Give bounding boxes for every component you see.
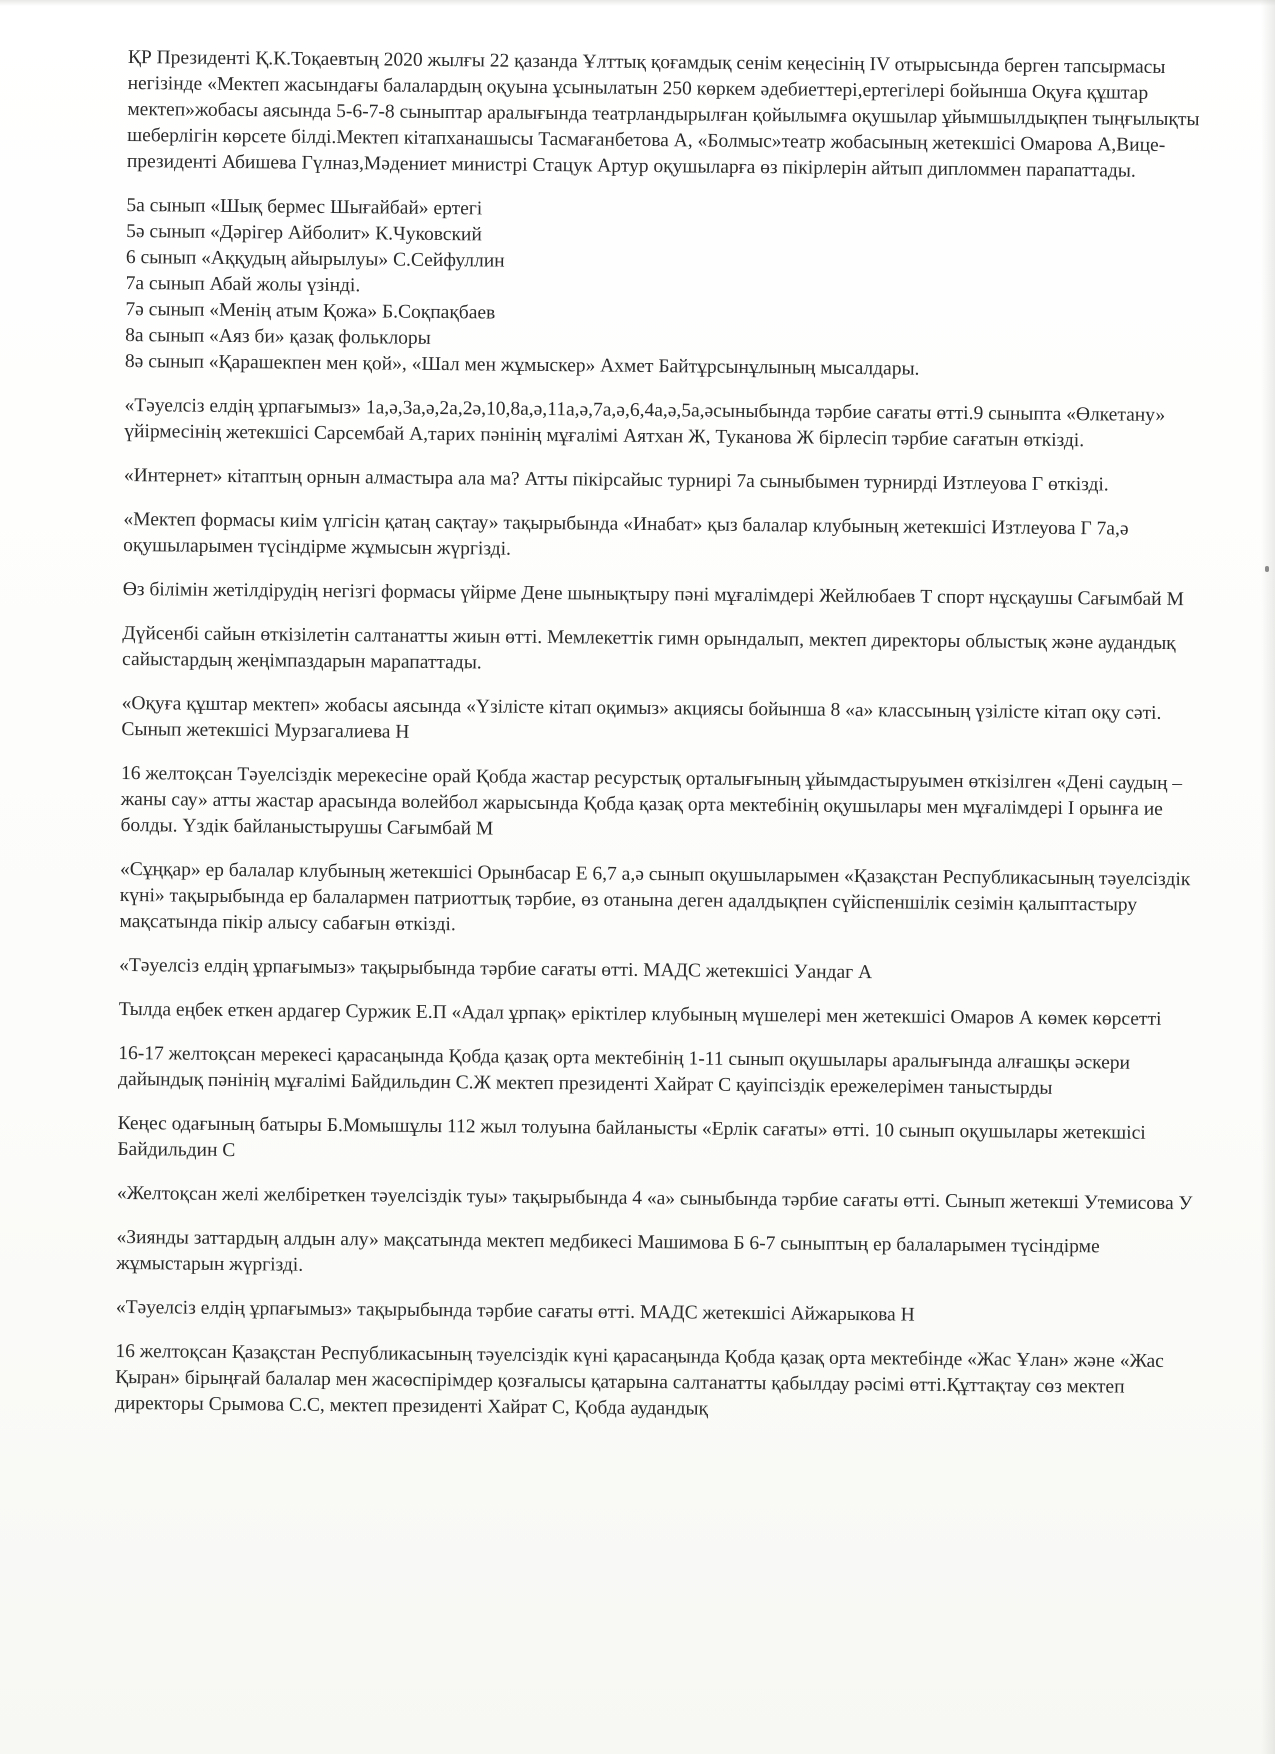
paragraph-zhas-ulan: 16 желтоқсан Қазақстан Республикасының тәуелсіздік күні қарасаңында Қобда қазақ орта мектебінде «Жас Ұлан» және «Жас Қыран» бірыңғай балалар мен жасөспірімдер қозғалысы қатарына салтанатты қабылдау рәсімі өтті.Құттақтау сөз мектеп директоры Срымова С.С, мектеп президенті Хайрат С, Қобда аудандық (114, 1340, 1164, 1420)
intro-paragraph: ҚР Президенті Қ.К.Тоқаевтың 2020 жылғы 22 қазанда Ұлттық қоғамдық сенім кеңесінің IV отырысында берген тапсырмасы негізінде «Мектеп жасындағы балалардың оқуына ұсынылатын 250 көркем әдебиеттері,ертегілері бойынша Оқуға құштар мектеп»жобасы аясында 5-6-7-8 сыныптар аралығында театрландырылған қойылымға оқушылар ұйымшылдықпен тыңғылықты шеберлігін көрсете білді.Мектеп кітапханашысы Тасмағанбетова А, «Болмыс»театр жобасының жетекшісі Омарова А,Вице-президенті Абишева Гүлназ,Мәдениет министрі Стацук Артур оқушыларға өз пікірлерін айтып дипломмен парапаттады. (126, 46, 1200, 182)
scan-shadow-top (0, 0, 1275, 6)
paragraph-sports-club: Өз білімін жетілдірудің негізгі формасы үйірме Дене шынықтыру пәні мұғалімдері Жейлюбаев Т спорт нұсқаушы Сағымбай М (122, 578, 1184, 611)
paragraph-mads-aizharykova: «Тәуелсіз елдің ұрпағымыз» тақырыбында тәрбие сағаты өтті. МАДС жетекшісі Айжарыкова Н (115, 1296, 915, 1326)
list-item: 8ә сынып «Қарашекпен мен қой», «Шал мен жұмыскер» Ахмет Байтұрсынұлының мысалдары. (124, 350, 920, 380)
paragraph-internet-debate: «Интернет» кітаптың орнын алмастыра ала ма? Атты пікірсайыс турнирі 7а сыныбымен турнирді Изтлеуова Г өткізді. (123, 464, 1109, 496)
list-item: 5ә сынып «Дәрігер Айболит» К.Чуковский (126, 220, 482, 246)
paragraph-volleyball: 16 желтоқсан Тәуелсіздік мерекесіне орай Қобда жастар ресурстық орталығының ұйымдастыруымен өткізілген «Дені саудың – жаны сау» атты жастар арасында волейбол жарысында Қобда қазақ орта мектебінің оқушылары мен мұғалімдері I орынға ие болды. Үздік байланыстырушы Сағымбай М (120, 762, 1183, 840)
list-item: 8а сынып «Аяз би» қазақ фольклоры (125, 324, 431, 349)
paragraph-school-uniform: «Мектеп формасы киім үлгісін қатаң сақтау» тақырыбында «Инабат» қыз балалар клубының жетекшісі Изтлеуова Г 7а,ә оқушыларымен түсіндірме жұмысын жүргізді. (123, 508, 1129, 560)
paragraph-reading-break: «Оқуға құштар мектеп» жобасы аясында «Үзілісте кітап оқимыз» акциясы бойынша 8 «а» классының үзілісте кітап оқу сәті. Сынып жетекшісі Мурзагалиева Н (121, 692, 1162, 743)
scan-shadow-right (1261, 0, 1275, 1754)
list-item: 6 сынып «Аққудың айырылуы» С.Сейфуллин (125, 246, 505, 272)
list-item: 7а сынып Абай жолы үзінді. (125, 272, 361, 297)
document-body (115, 45, 1223, 1445)
scan-speck (1265, 566, 1269, 572)
paragraph-mads-uandag: «Тәуелсіз елдің ұрпағымыз» тақырыбында тәрбие сағаты өтті. МАДС жетекшісі Уандаг А (119, 954, 873, 984)
paragraph-independence-generation: «Тәуелсіз елдің ұрпағымыз» 1а,ә,3а,ә,2а,2ә,10,8а,ә,11а,ә,7а,ә,6,4а,ә,5а,әсыныбында тәрбие сағаты өтті.9 сыныпта «Өлкетану» үйірмесінің жетекшісі Сарсембай А,тарих пәнінің мұғалімі Аятхан Ж, Туканова Ж бірлесіп тәрбие сағатын өткізді. (124, 394, 1166, 452)
list-item: 5а сынып «Шық бермес Шығайбай» ертегі (126, 194, 483, 220)
paragraph-december-flag: «Желтоқсан желі желбіреткен тәуелсіздік туы» тақырыбында 4 «а» сыныбында тәрбие сағаты өтті. Сынып жетекші Утемисова У (116, 1182, 1193, 1215)
paragraph-heroism-hour: Кеңес одағының батыры Б.Момышұлы 112 жыл толуына байланысты «Ерлік сағаты» өтті. 10 сынып оқушылары жетекшісі Байдильдин С (117, 1112, 1146, 1162)
paragraph-safety-rules: 16-17 желтоқсан мерекесі қарасаңында Қобда қазақ орта мектебінің 1-11 сынып оқушылары аралығында алғашқы әскери дайындық пәнінің мұғалімі Байдильдин С.Ж мектеп президенті Хайрат С қауіпсіздік ережелерімен таныстырды (117, 1042, 1131, 1099)
list-item: 7ә сынып «Менің атым Қожа» Б.Соқпақбаев (125, 298, 496, 324)
class-performance-list (125, 193, 1222, 386)
paragraph-harmful-substances: «Зиянды заттардың алдын алу» мақсатында мектеп медбикесі Машимова Б 6-7 сыныптың ер балаларымен түсіндірме жұмыстарын жүргізді. (116, 1226, 1100, 1276)
paragraph-sunkar-club: «Сұңқар» ер балалар клубының жетекшісі Орынбасар Е 6,7 а,ә сынып оқушыларымен «Қазақстан Республикасының тәуелсіздік күні» тақырыбында ер балалармен патриоттық тәрбие, өз отанына деген адалдықпен сүйіспеншілік сезімін қалыптастыру мақсатында пікір алысу сабағын өткізді. (119, 858, 1191, 936)
paragraph-veteran-help: Тылда еңбек еткен ардагер Суржик Е.П «Адал ұрпақ» еріктілер клубының мүшелері мен жетекшісі Омаров А көмек көрсетті (118, 998, 1162, 1030)
paragraph-monday-assembly: Дүйсенбі сайын өткізілетін салтанатты жиын өтті. Мемлекеттік гимн орындалып, мектеп директоры облыстық және аудандық сайыстардың жеңімпаздарын марапаттады. (122, 622, 1176, 674)
